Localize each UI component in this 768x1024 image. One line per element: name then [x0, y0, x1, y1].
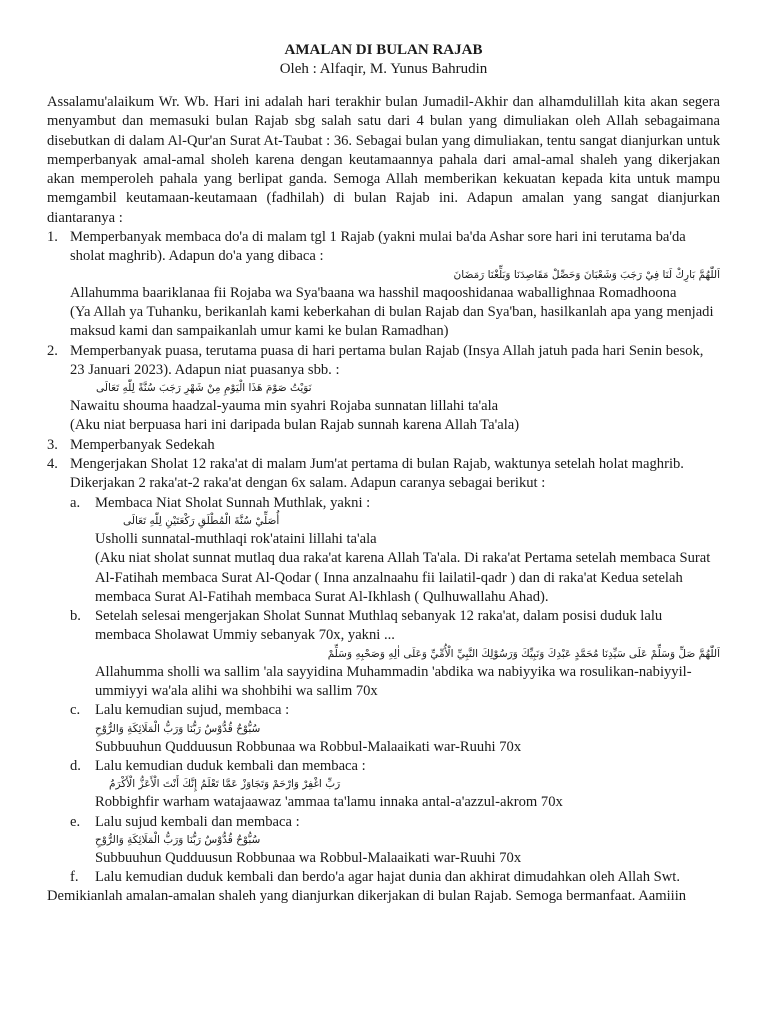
closing-paragraph: Demikianlah amalan-amalan shaleh yang dianjurkan dikerjakan di bulan Rajab. Semoga bermanfaat. Aamiiin [47, 888, 687, 905]
intro-paragraph: Assalamu'alaikum Wr. Wb. Hari ini adalah hari terakhir bulan Jumadil-Akhir dan alhamdulillah kita akan segera menyambut dan memasuki bulan Rajab sbg salah satu dari 4 bulan yang dimuliakan oleh Allah sebagaimana disebutkan di dalam Al-Qur'an Surat At-Taubat : 36. Sebagai bulan yang dimuliakan, tentu sangat dianjurkan untuk memperbanyak amal-amal sholeh karena dengan keutamaannya pahala dari amal-amal shaleh yang dikerjakan akan memperoleh pahala yang berlipat ganda. Semoga Allah memberikan kekuatan kepada kita untuk mampu memgambil keutamaan-keutamaan (fadhilah) di bulan Rajab ini. Adapun amalan yang sangat dianjurkan diantaranya : [47, 94, 720, 226]
list-number: 4. [47, 456, 58, 473]
sub-letter: c. [70, 702, 81, 719]
arabic-niat: نَوَيْتُ صَوْمَ هَذَا الْيَوْمِ مِنْ شَهْرِ رَجَبَ سُنَّةً لِلّٰهِ تَعَالَى [96, 382, 312, 395]
latin-transliteration: Allahumma sholli wa sallim 'ala sayyidina Muhammadin 'abdika wa nabiyyika wa rosulikan-nabiyyil-ummiyyi wa'ala alihi wa shohbihi wa sallim 70x [95, 663, 692, 700]
sub-text: Lalu kemudian duduk kembali dan berdo'a agar hajat dunia dan akhirat dimudahkan oleh Allah Swt. [95, 869, 680, 886]
document-title: AMALAN DI BULAN RAJAB [284, 42, 483, 58]
latin-transliteration: Usholli sunnatal-muthlaqi rok'ataini lillahi ta'ala [95, 530, 377, 547]
latin-transliteration: Allahumma baariklanaa fii Rojaba wa Sya'baana wa hasshil maqooshidanaa waballighnaa Romadhoona [70, 284, 677, 301]
sub-text: Lalu kemudian duduk kembali dan membaca : [95, 757, 366, 774]
arabic-tasbih: سُبُّوْحٌ قُدُّوْسٌ رَبُّنَا وَرَبُّ الْمَلَائِكَةِ وَالرُّوْحِ [95, 722, 261, 735]
sub-text: Setelah selesai mengerjakan Sholat Sunnat Muthlaq sebanyak 12 raka'at, dalam posisi duduk lalu membaca Sholawat Ummiy sebanyak 70x, yakni ... [95, 608, 663, 644]
item-text: Memperbanyak Sedekah [70, 436, 215, 453]
item-text: Memperbanyak membaca do'a di malam tgl 1 Rajab (yakni mulai ba'da Ashar sore hari ini terutama ba'da sholat maghrib). Adapun do'a yang dibaca : [70, 229, 686, 265]
sub-letter: e. [70, 813, 81, 830]
arabic-prayer: اَللّٰهُمَّ بَارِكْ لَنَا فِيْ رَجَبَ وَشَعْبَانَ وَحَصِّلْ مَقَاصِدَنَا وَبَلِّغْنَا رَمَضَانَ [453, 268, 720, 281]
latin-transliteration: Subbuuhun Qudduusun Robbunaa wa Robbul-Malaaikati war-Ruuhi 70x [95, 738, 522, 755]
arabic-tasbih: سُبُّوْحٌ قُدُّوْسٌ رَبُّنَا وَرَبُّ الْمَلَائِكَةِ وَالرُّوْحِ [95, 833, 261, 846]
sub-item-f [70, 868, 720, 887]
sub-text: Lalu sujud kembali dan membaca : [95, 813, 300, 830]
list-number: 1. [47, 229, 58, 246]
latin-transliteration: Nawaitu shouma haadzal-yauma min syahri Rojaba sunnatan lillahi ta'ala [70, 398, 499, 415]
list-number: 2. [47, 342, 58, 359]
document-author: Oleh : Alfaqir, M. Yunus Bahrudin [279, 61, 488, 77]
sub-item-a [70, 494, 720, 607]
list-item-1 [47, 228, 720, 341]
sub-letter: f. [70, 869, 79, 886]
sub-text: Lalu kemudian sujud, membaca : [95, 702, 290, 719]
sub-item-d [70, 757, 720, 813]
meaning-text: (Aku niat sholat sunnat mutlaq dua raka'at karena Allah Ta'ala. Di raka'at Pertama setelah membaca Surat Al-Fatihah membaca Surat Al-Qodar ( Inna anzalnaahu fii lailatil-qadr ) dan di raka'at Kedua setelah membaca Surat Al-Fatihah membaca Surat Al-Ikhlash ( Qulhuwallahu Ahad). [95, 550, 711, 605]
sub-item-c [70, 701, 720, 757]
list-number: 3. [47, 436, 58, 453]
list-item-4 [47, 455, 720, 887]
latin-transliteration: Robbighfir warham watajaawaz 'ammaa ta'lamu innaka antal-a'azzul-akrom 70x [95, 794, 563, 811]
sub-text: Membaca Niat Sholat Sunnah Muthlak, yakni : [95, 494, 371, 511]
sub-item-b [70, 607, 720, 701]
arabic-doa-duduk: رَبِّ اغْفِرْ وَارْحَمْ وَتَجَاوَزْ عَمَّا تَعْلَمُ إِنَّكَ أَنْتَ الْأَعَزُّ الْأَكْرَمُ [109, 778, 341, 791]
list-item-2 [47, 342, 720, 436]
sub-letter: a. [70, 494, 81, 511]
arabic-niat-sholat: أُصَلِّيْ سُنَّةَ الْمُطْلَقِ رَكْعَتَيْنِ لِلّٰهِ تَعَالَى [123, 514, 280, 527]
list-item-3 [47, 436, 720, 455]
sub-item-e [70, 813, 720, 869]
item-text: Memperbanyak puasa, terutama puasa di hari pertama bulan Rajab (Insya Allah jatuh pada hari Senin besok, 23 Januari 2023). Adapun niat puasanya sbb. : [70, 342, 704, 378]
meaning-text: (Aku niat berpuasa hari ini daripada bulan Rajab sunnah karena Allah Ta'ala) [70, 417, 520, 434]
latin-transliteration: Subbuuhun Qudduusun Robbunaa wa Robbul-Malaaikati war-Ruuhi 70x [95, 849, 522, 866]
sub-letter: d. [70, 757, 81, 774]
sub-letter: b. [70, 608, 81, 625]
arabic-sholawat: اَللّٰهُمَّ صَلِّ وَسَلِّمْ عَلَى سَيِّدِنَا مُحَمَّدٍ عَبْدِكَ وَنَبِيِّكَ وَرَسُوْلِكَ النَّبِيِّ الْأُمِّيِّ وَعَلَى اٰلِهِ وَصَحْبِهِ وَسَلِّمْ [327, 647, 720, 660]
meaning-text: (Ya Allah ya Tuhanku, berikanlah kami keberkahan di bulan Rajab dan Sya'ban, hasilkanlah apa yang menjadi maksud kami dan sampaikanlah umur kami ke bulan Ramadhan) [70, 303, 714, 340]
item-text: Mengerjakan Sholat 12 raka'at di malam Jum'at pertama di bulan Rajab, waktunya setelah holat maghrib. Dikerjakan 2 raka'at-2 raka'at dengan 6x salam. Adapun caranya sebagai berikut : [70, 456, 684, 492]
